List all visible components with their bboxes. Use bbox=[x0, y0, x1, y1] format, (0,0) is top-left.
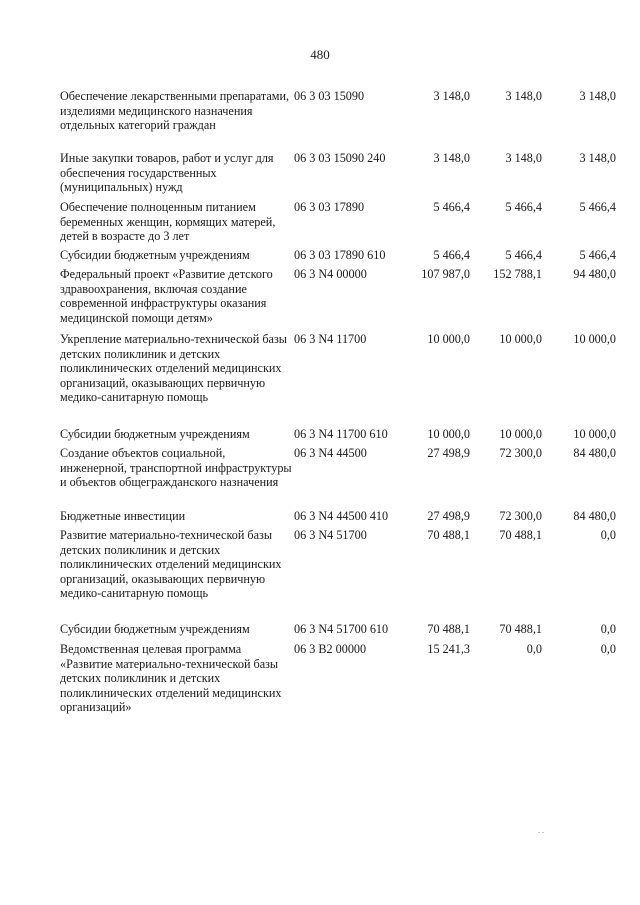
row-value-3: 94 480,0 bbox=[573, 267, 616, 281]
row-name: Субсидии бюджетным учреждениям bbox=[60, 427, 250, 441]
row-value-2: 70 488,1 bbox=[499, 622, 542, 636]
row-name: Обеспечение полноценным питанием беременных женщин, кормящих матерей, детей в возрасте до 3 лет bbox=[60, 200, 276, 244]
row-name: Иные закупки товаров, работ и услуг для обеспечения государственных (муниципальных) нужд bbox=[60, 151, 274, 195]
row-value-3: 84 480,0 bbox=[573, 446, 616, 460]
page-number: 480 bbox=[310, 47, 330, 62]
row-code: 06 3 03 15090 bbox=[294, 89, 365, 103]
row-name: Субсидии бюджетным учреждениям bbox=[60, 248, 250, 262]
row-value-3: 10 000,0 bbox=[573, 332, 616, 346]
row-value-2: 10 000,0 bbox=[499, 332, 542, 346]
row-value-3: 0,0 bbox=[600, 622, 616, 636]
scan-specks: . . bbox=[538, 826, 544, 835]
row-value-1: 5 466,4 bbox=[433, 200, 470, 214]
row-value-1: 5 466,4 bbox=[433, 248, 470, 262]
row-value-1: 27 498,9 bbox=[427, 446, 470, 460]
row-name: Субсидии бюджетным учреждениям bbox=[60, 622, 250, 636]
row-name: Укрепление материально-технической базы детских поликлиник и детских поликлинических отделений медицинских организаций, оказывающих первичную медико-санитарную помощь bbox=[60, 332, 287, 405]
row-name: Федеральный проект «Развитие детского здравоохранения, включая создание современной инфраструктуры оказания медицинской помощи детям» bbox=[60, 267, 273, 325]
row-value-2: 5 466,4 bbox=[505, 248, 542, 262]
row-code: 06 3 В2 00000 bbox=[294, 642, 367, 656]
row-code: 06 3 03 15090 240 bbox=[294, 151, 386, 165]
row-value-1: 27 498,9 bbox=[427, 509, 470, 523]
row-value-1: 3 148,0 bbox=[433, 151, 470, 165]
row-name: Бюджетные инвестиции bbox=[60, 509, 186, 523]
row-value-2: 10 000,0 bbox=[499, 427, 542, 441]
row-code: 06 3 N4 44500 410 bbox=[294, 509, 389, 523]
row-value-2: 3 148,0 bbox=[505, 89, 542, 103]
row-value-3: 5 466,4 bbox=[579, 200, 616, 214]
row-name: Развитие материально-технической базы детских поликлиник и детских поликлинических отделений медицинских организаций, оказывающих первичную медико-санитарную помощь bbox=[60, 528, 282, 601]
row-code: 06 3 N4 51700 610 bbox=[294, 622, 389, 636]
row-value-3: 5 466,4 bbox=[579, 248, 616, 262]
row-value-3: 10 000,0 bbox=[573, 427, 616, 441]
row-value-3: 3 148,0 bbox=[579, 151, 616, 165]
row-value-1: 10 000,0 bbox=[427, 332, 470, 346]
row-value-1: 15 241,3 bbox=[427, 642, 470, 656]
row-value-3: 0,0 bbox=[600, 642, 616, 656]
row-code: 06 3 N4 51700 bbox=[294, 528, 367, 542]
row-code: 06 3 N4 11700 bbox=[294, 332, 367, 346]
row-value-2: 0,0 bbox=[526, 642, 542, 656]
row-value-2: 72 300,0 bbox=[499, 446, 542, 460]
row-value-2: 152 788,1 bbox=[493, 267, 542, 281]
row-value-2: 5 466,4 bbox=[505, 200, 542, 214]
row-value-3: 0,0 bbox=[600, 528, 616, 542]
row-code: 06 3 N4 11700 610 bbox=[294, 427, 388, 441]
row-code: 06 3 N4 00000 bbox=[294, 267, 367, 281]
row-value-1: 107 987,0 bbox=[421, 267, 470, 281]
row-value-3: 84 480,0 bbox=[573, 509, 616, 523]
row-value-1: 10 000,0 bbox=[427, 427, 470, 441]
row-code: 06 3 03 17890 610 bbox=[294, 248, 386, 262]
row-value-1: 3 148,0 bbox=[433, 89, 470, 103]
row-value-1: 70 488,1 bbox=[427, 528, 470, 542]
row-value-1: 70 488,1 bbox=[427, 622, 470, 636]
row-name: Создание объектов социальной, инженерной, транспортной инфраструктуры и объектов общегражданского назначения bbox=[60, 446, 292, 490]
row-code: 06 3 N4 44500 bbox=[294, 446, 367, 460]
row-code: 06 3 03 17890 bbox=[294, 200, 365, 214]
row-value-3: 3 148,0 bbox=[579, 89, 616, 103]
row-value-2: 3 148,0 bbox=[505, 151, 542, 165]
row-value-2: 72 300,0 bbox=[499, 509, 542, 523]
row-name: Обеспечение лекарственными препаратами, изделиями медицинского назначения отдельных категорий граждан bbox=[60, 89, 290, 133]
row-name: Ведомственная целевая программа «Развитие материально-технической базы детских поликлиник и детских поликлинических отделений медицинских организаций» bbox=[60, 642, 282, 715]
row-value-2: 70 488,1 bbox=[499, 528, 542, 542]
